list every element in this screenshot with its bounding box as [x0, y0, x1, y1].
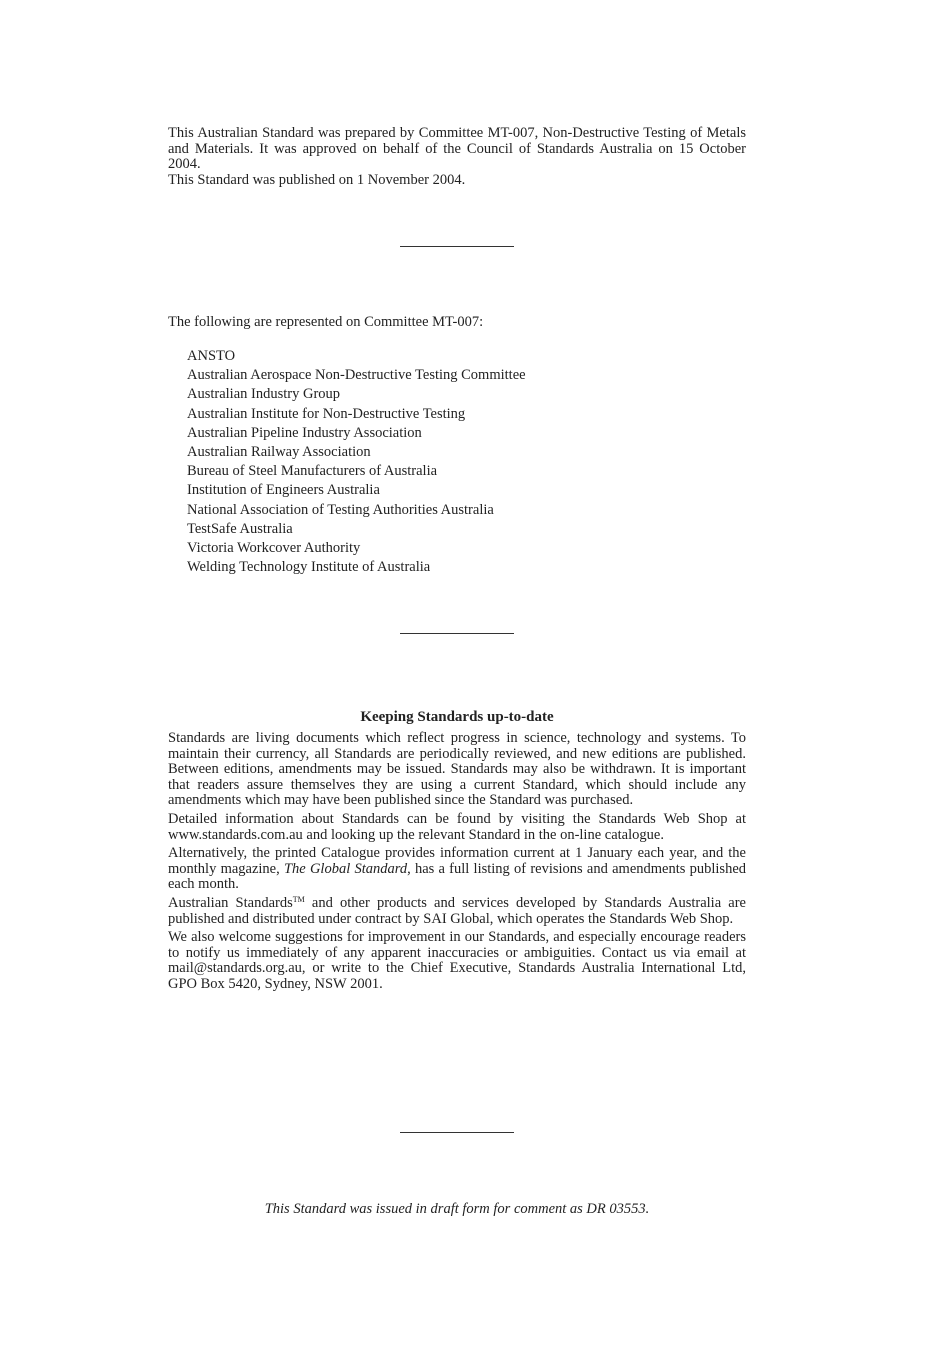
committee-member: ANSTO: [187, 348, 236, 364]
publication-title: The Global Standard: [283, 860, 408, 877]
publication-date: This Standard was published on 1 November 2004.: [168, 171, 466, 188]
committee-member: Victoria Workcover Authority: [187, 540, 361, 557]
section-divider: [400, 633, 514, 634]
preparation-paragraph: This Australian Standard was prepared by Committee MT-007, Non-Destructive Testing of Metals and Materials. It was approved on behalf of the Council of Standards Australia on 15 October 2004.: [168, 125, 746, 173]
preparation-section: [168, 126, 746, 188]
keeping-text: and other products and services developed by Standards Australia are published and distributed under contract by SAI Global, which operates the Standards Web Shop.: [168, 894, 746, 927]
committee-member-list: [187, 347, 526, 577]
keeping-text: Alternatively, the printed Catalogue provides information current at 1 January each year, and the monthly magazine,: [168, 845, 746, 877]
committee-member: National Association of Testing Authorities Australia: [187, 501, 494, 518]
committee-member: Welding Technology Institute of Australia: [187, 559, 431, 576]
keeping-text: Australian Standards: [168, 894, 293, 911]
keeping-text: , has a full listing of revisions and amendments published each month.: [168, 860, 747, 893]
committee-member: Australian Industry Group: [187, 386, 341, 403]
keeping-paragraph: Detailed information about Standards can be found by visiting the Standards Web Shop at www.standards.com.au and looking up the relevant Standard in the on-line catalogue.: [168, 810, 746, 843]
committee-member: Australian Aerospace Non-Destructive Testing Committee: [187, 367, 526, 384]
section-divider: [400, 246, 514, 247]
keeping-paragraph: We also welcome suggestions for improvement in our Standards, and especially encourage readers to notify us immediately of any apparent inaccuracies or ambiguities. Contact us via email at mail@standards.org.au, or write to the Chief Executive, Standards Australia International Ltd, GPO Box 5420, Sydney, NSW 2001.: [168, 929, 746, 992]
keeping-paragraph: [168, 846, 746, 893]
keeping-standards-heading: Keeping Standards up-to-date: [360, 709, 554, 725]
draft-note: This Standard was issued in draft form for comment as DR 03553.: [264, 1201, 650, 1217]
committee-member: Australian Pipeline Industry Association: [187, 424, 422, 441]
committee-intro: The following are represented on Committee MT-007:: [168, 314, 484, 330]
trademark-mark: TM: [292, 894, 305, 904]
committee-member: Bureau of Steel Manufacturers of Australia: [187, 463, 438, 480]
keeping-standards-body: [168, 731, 746, 996]
committee-member: Australian Railway Association: [187, 444, 371, 461]
committee-member: Australian Institute for Non-Destructive Testing: [187, 405, 466, 422]
section-divider: [400, 1132, 514, 1133]
committee-member: Institution of Engineers Australia: [187, 482, 380, 499]
committee-member: TestSafe Australia: [187, 520, 293, 537]
keeping-paragraph: [168, 896, 746, 927]
keeping-paragraph: Standards are living documents which reflect progress in science, technology and systems. To maintain their currency, all Standards are periodically reviewed, and new editions are published. Between editions, amendments may be issued. Standards may also be withdrawn. It is important that readers assure themselves they are using a current Standard, which should include any amendments which may have been published since the Standard was purchased.: [168, 730, 746, 809]
